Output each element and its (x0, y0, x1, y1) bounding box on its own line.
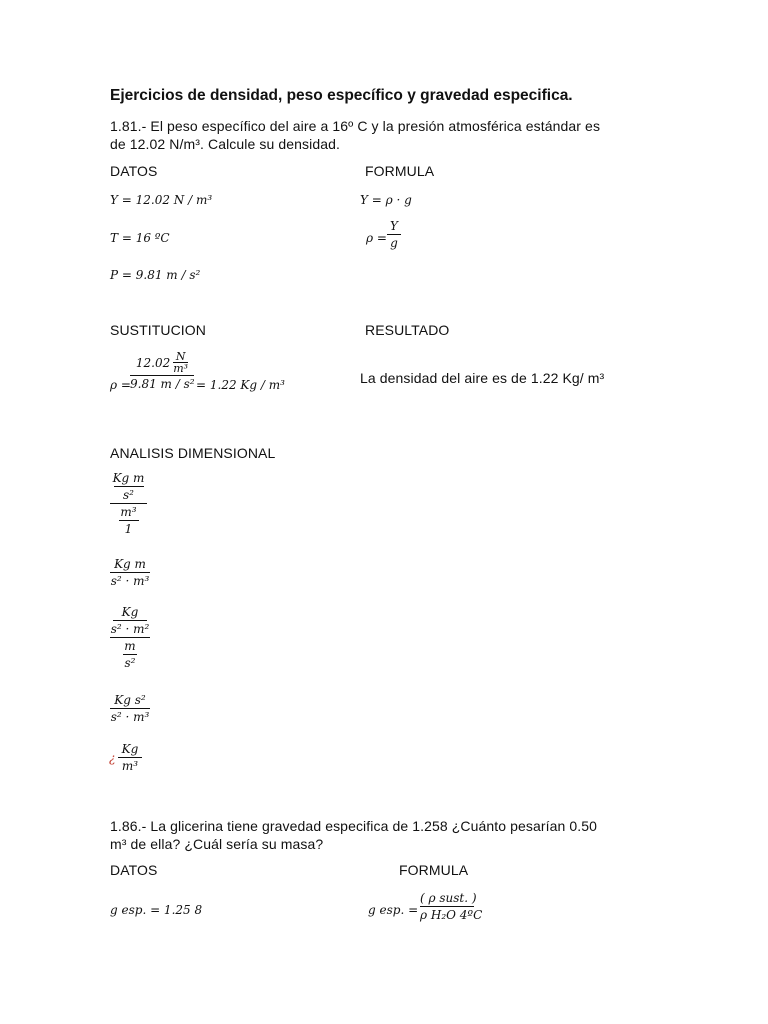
sustitucion-denominator: 9.81 m / s² (130, 377, 195, 391)
formula-densidad-lhs: ρ = (366, 231, 387, 245)
dato-peso-especifico: Y = 12.02 N / m³ (110, 193, 213, 207)
formula-peso-especifico: Y = ρ · g (360, 193, 412, 207)
fraction-bar (113, 620, 147, 621)
sustitucion-result: = 1.22 Kg / m³ (196, 378, 285, 392)
problem-1-statement-line-1: 1.81.- El peso específico del aire a 16º C y la presión atmosférica estándar es (110, 118, 601, 134)
fraction-bar (119, 520, 139, 521)
fraction-bar (110, 572, 150, 573)
dimensional-step-1 (110, 471, 147, 536)
dato-temperatura: T = 16 ºC (110, 231, 170, 245)
dim5-numerator: Kg (121, 742, 139, 756)
dim2-numerator: Kg m (114, 557, 146, 571)
dim1-bottom-numerator: m³ (120, 505, 137, 519)
page-title: Ejercicios de densidad, peso específico y gravedad especifica. (110, 87, 573, 104)
resultado-text: La densidad del aire es de 1.22 Kg/ m³ (360, 370, 605, 386)
fraction-bar (110, 637, 150, 638)
formula-gravedad-denominator: ρ H₂O 4ºC (420, 908, 483, 922)
dim3-bottom-denominator: s² (124, 656, 136, 670)
dimensional-step-3 (110, 605, 150, 670)
dato-gravedad: P = 9.81 m / s² (110, 268, 201, 282)
formula-densidad-numerator: Y (390, 219, 398, 233)
dimensional-step-2 (110, 557, 150, 588)
fraction-bar (130, 375, 194, 376)
sustitucion-lhs: ρ = (110, 378, 131, 392)
formula-densidad-denominator: g (390, 236, 398, 250)
problem-1-statement-line-2: de 12.02 N/m³. Calcule su densidad. (110, 136, 340, 152)
formula-gravedad-numerator: ( ρ sust. ) (420, 891, 477, 905)
dim3-top-numerator: Kg (121, 605, 139, 619)
sustitucion-fraction (130, 351, 194, 391)
dim4-numerator: Kg s² (114, 693, 146, 707)
fraction-bar (118, 757, 142, 758)
dim1-top-numerator: Kg m (112, 471, 145, 485)
problem-2-statement-line-1: 1.86.- La glicerina tiene gravedad especifica de 1.258 ¿Cuánto pesarían 0.50 (110, 818, 598, 834)
dimensional-step-4 (110, 693, 150, 724)
formula-densidad-fraction (387, 219, 401, 250)
dato-gravedad-especifica: g esp. = 1.25 8 (110, 903, 203, 917)
dimensional-step-5 (118, 742, 142, 773)
fraction-bar (110, 503, 147, 504)
dim4-denominator: s² · m³ (110, 710, 150, 724)
sustitucion-numerator (130, 351, 194, 374)
problem-1-statement (110, 117, 658, 153)
formula-heading-2: FORMULA (399, 862, 469, 878)
unit-denominator: m³ (173, 362, 189, 375)
unit-numerator: N (175, 350, 186, 363)
fraction-bar (114, 486, 144, 487)
datos-heading: DATOS (110, 163, 158, 179)
formula-gravedad-fraction (420, 891, 483, 922)
dim3-bottom-numerator: m (124, 639, 136, 653)
sustitucion-numerator-value: 12.02 (135, 355, 171, 370)
dim3-top-denominator: s² · m² (110, 622, 150, 636)
fraction-bar (387, 234, 401, 235)
dim1-top-denominator: s² (123, 488, 134, 502)
formula-heading: FORMULA (365, 163, 435, 179)
resultado-heading: RESULTADO (365, 322, 450, 338)
dim5-prefix: ¿ (109, 751, 116, 765)
dim1-bottom-denominator: 1 (124, 522, 133, 536)
problem-2-statement-line-2: m³ de ella? ¿Cuál sería su masa? (110, 836, 324, 852)
sustitucion-heading: SUSTITUCION (110, 322, 206, 338)
analisis-heading: ANALISIS DIMENSIONAL (110, 445, 276, 461)
dim2-denominator: s² · m³ (110, 574, 150, 588)
sustitucion-numerator-unit (173, 351, 188, 374)
datos-heading-2: DATOS (110, 862, 158, 878)
dim5-denominator: m³ (121, 759, 139, 773)
problem-2-statement (110, 817, 658, 853)
fraction-bar (123, 654, 137, 655)
formula-gravedad-lhs: g esp. = (368, 903, 419, 917)
fraction-bar (110, 708, 150, 709)
fraction-bar (420, 906, 474, 907)
